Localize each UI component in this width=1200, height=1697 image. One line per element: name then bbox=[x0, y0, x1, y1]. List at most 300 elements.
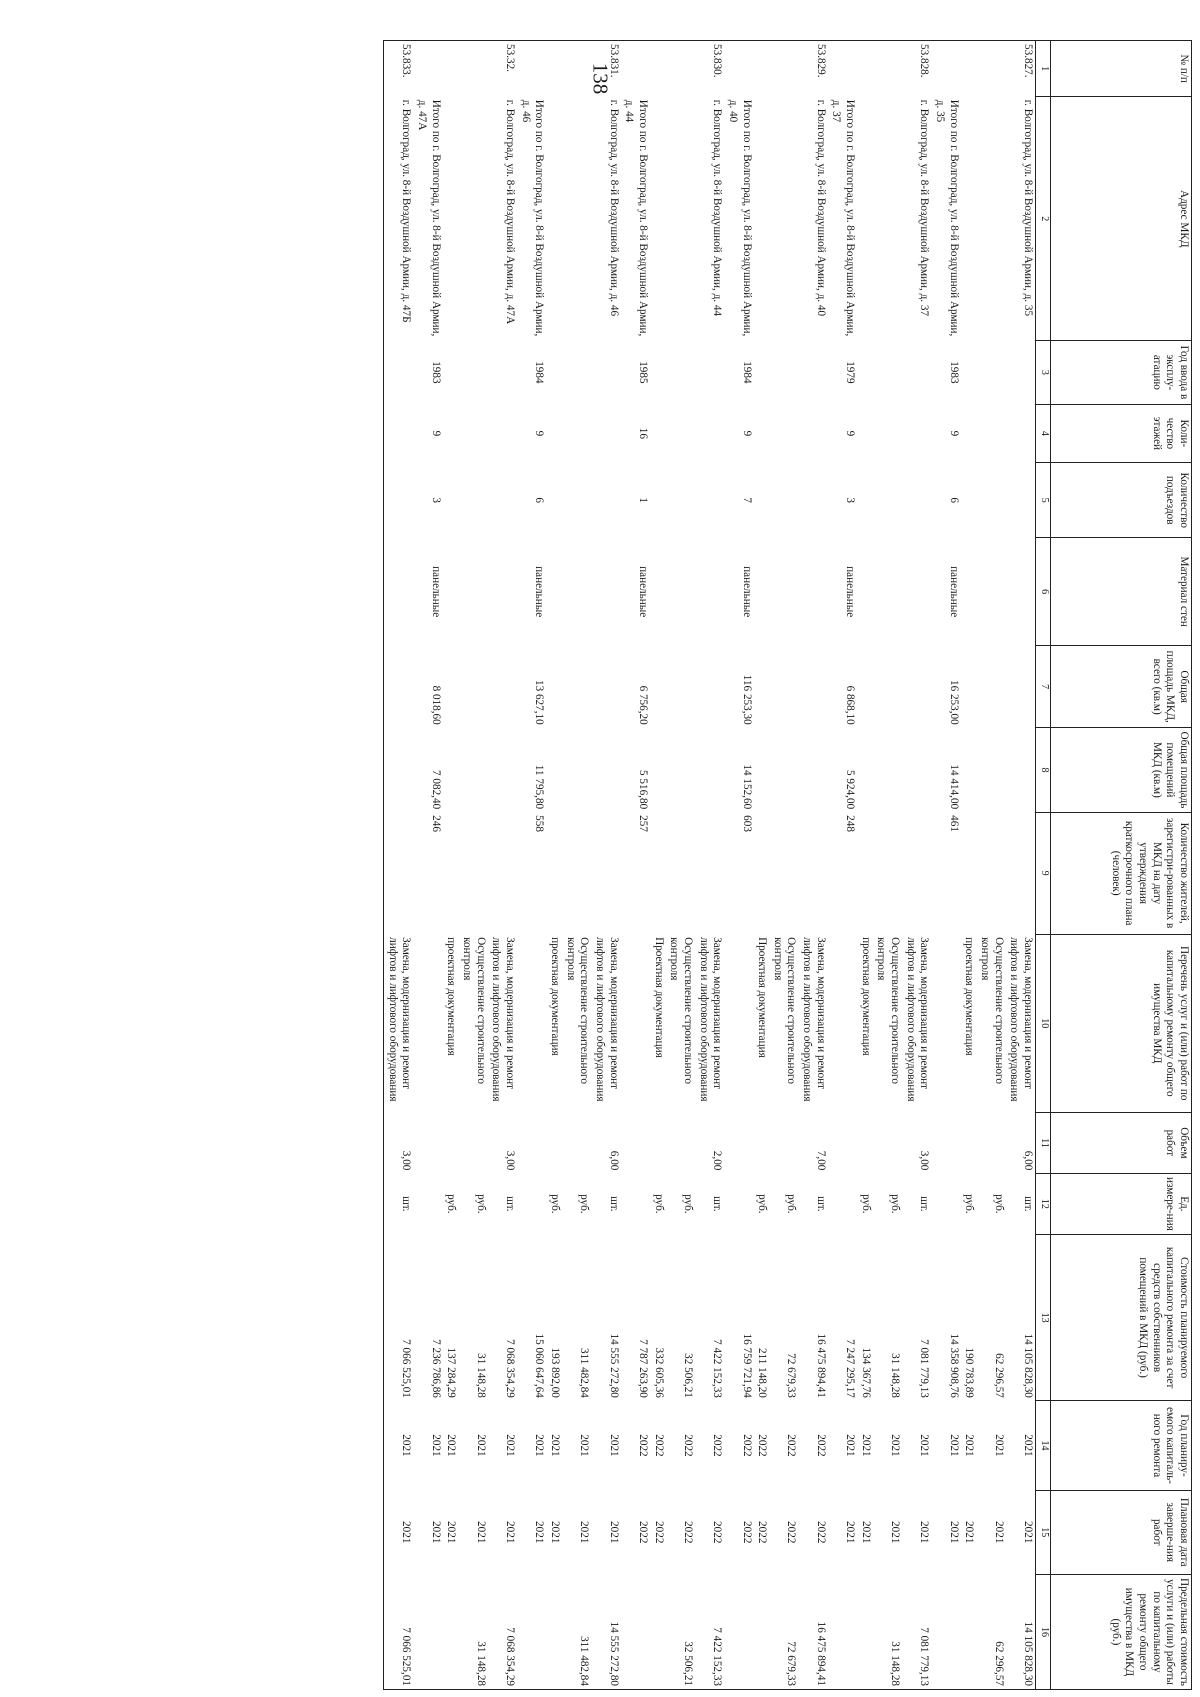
premises-area-cell bbox=[769, 728, 798, 812]
year-built-cell bbox=[443, 341, 459, 404]
unit-cell: руб. bbox=[652, 1194, 665, 1214]
premises-area-cell bbox=[650, 728, 666, 812]
subtotal-row bbox=[724, 41, 753, 1690]
year-built-cell bbox=[873, 341, 902, 404]
total-area-cell bbox=[902, 646, 931, 728]
total-area-cell bbox=[754, 646, 770, 728]
residents-cell: 558 bbox=[533, 815, 546, 832]
cost-cell: 72 679,33 bbox=[785, 1353, 798, 1398]
table-body bbox=[384, 41, 1036, 1690]
cost-cell: 137 284,29 bbox=[445, 1347, 458, 1398]
page-number: 138 bbox=[588, 62, 613, 95]
rotated-table-sheet bbox=[92, 40, 1192, 1690]
column-number: 8 bbox=[1036, 728, 1051, 812]
column-number: 13 bbox=[1036, 1234, 1051, 1401]
residents-cell bbox=[458, 812, 487, 934]
row-number bbox=[828, 41, 857, 97]
wall-material-cell: панельные bbox=[740, 566, 753, 618]
subtotal-row bbox=[413, 41, 442, 1690]
total-area-cell: 6 868,10 bbox=[844, 685, 857, 725]
wall-material-cell bbox=[769, 538, 798, 646]
residents-cell bbox=[799, 812, 828, 934]
repair-year-cell: 2021 bbox=[859, 1434, 872, 1457]
column-number: 10 bbox=[1036, 934, 1051, 1112]
header-cell: Коли-чество этажей bbox=[1051, 404, 1192, 463]
max-cost-cell bbox=[413, 1574, 442, 1689]
cost-cell: 7 066 525,01 bbox=[384, 1234, 414, 1401]
work-type-cell: Осуществление строительного контроля bbox=[875, 937, 902, 1084]
floors-cell bbox=[1006, 404, 1036, 463]
volume-cell bbox=[857, 1112, 873, 1173]
total-area-cell bbox=[443, 646, 459, 728]
residents-cell bbox=[562, 812, 591, 934]
residents-cell bbox=[769, 812, 798, 934]
volume-cell: 7,00 bbox=[814, 1150, 827, 1171]
cost-cell: 211 148,20 bbox=[756, 1347, 769, 1398]
year-built-cell bbox=[961, 341, 977, 404]
table-row bbox=[488, 41, 517, 1690]
address-cell bbox=[754, 97, 770, 341]
cost-cell: 332 605,36 bbox=[652, 1347, 665, 1398]
entrances-cell bbox=[591, 463, 620, 538]
max-cost-cell: 62 296,57 bbox=[976, 1574, 1005, 1689]
wall-material-cell bbox=[562, 538, 591, 646]
entrances-cell: 6 bbox=[947, 497, 960, 503]
premises-area-cell bbox=[1006, 728, 1036, 812]
entrances-cell: 3 bbox=[429, 497, 442, 503]
year-built-cell bbox=[695, 341, 724, 404]
wall-material-cell bbox=[591, 538, 620, 646]
header-cell: № п/п bbox=[1051, 41, 1192, 97]
entrances-cell bbox=[873, 463, 902, 538]
entrances-cell bbox=[857, 463, 873, 538]
row-number bbox=[517, 41, 546, 97]
floors-cell bbox=[443, 404, 459, 463]
header-cell: Предельная стоимость услуги и (или) работы по капитальному ремонту общего имущества в МКД (руб.) bbox=[1051, 1574, 1192, 1689]
row-number bbox=[666, 41, 695, 97]
volume-cell: 3,00 bbox=[918, 1150, 931, 1171]
row-number bbox=[769, 41, 798, 97]
work-type-cell bbox=[621, 934, 650, 1112]
completion-date-cell: 2021 bbox=[474, 1521, 487, 1544]
floors-cell: 9 bbox=[740, 430, 753, 437]
residents-cell: 257 bbox=[636, 815, 649, 832]
max-cost-cell bbox=[443, 1574, 459, 1689]
row-number: 53.828. bbox=[902, 41, 931, 97]
wall-material-cell: панельные bbox=[636, 566, 649, 618]
volume-cell bbox=[873, 1112, 902, 1173]
row-number bbox=[443, 41, 459, 97]
address-cell: г. Волгоград, ул. 8-й Воздушной Армии, д. 47Б bbox=[384, 97, 414, 341]
cost-cell: 32 506,21 bbox=[681, 1353, 694, 1398]
total-area-cell bbox=[1006, 646, 1036, 728]
completion-date-cell: 2021 bbox=[844, 1521, 857, 1544]
unit-cell: руб. bbox=[474, 1194, 487, 1214]
floors-cell bbox=[769, 404, 798, 463]
unit-cell: руб. bbox=[889, 1194, 902, 1214]
subtotal-row bbox=[931, 41, 960, 1690]
entrances-cell: 3 bbox=[844, 497, 857, 503]
completion-date-cell: 2021 bbox=[533, 1521, 546, 1544]
year-built-cell bbox=[976, 341, 1005, 404]
cost-cell: 7 236 786,86 bbox=[429, 1339, 442, 1398]
total-area-cell: 16 253,00 bbox=[947, 679, 960, 725]
residents-cell bbox=[650, 812, 666, 934]
entrances-cell bbox=[1006, 463, 1036, 538]
max-cost-cell: 32 506,21 bbox=[666, 1574, 695, 1689]
residents-cell: 246 bbox=[429, 815, 442, 832]
unit-cell: руб. bbox=[785, 1194, 798, 1214]
wall-material-cell: панельные bbox=[947, 566, 960, 618]
table-row bbox=[546, 41, 562, 1690]
year-built-cell bbox=[458, 341, 487, 404]
entrances-cell: 1 bbox=[636, 497, 649, 503]
premises-area-cell: 11 795,80 bbox=[533, 764, 546, 810]
completion-date-cell: 2021 bbox=[549, 1521, 561, 1544]
year-built-cell: 1984 bbox=[740, 361, 753, 384]
address-cell bbox=[650, 97, 666, 341]
address-cell: Итого по г. Волгоград, ул. 8-й Воздушной Армии, д. 40 bbox=[726, 99, 753, 337]
unit-cell bbox=[413, 1173, 442, 1234]
completion-date-cell: 2021 bbox=[947, 1521, 960, 1544]
max-cost-cell bbox=[857, 1574, 873, 1689]
floors-cell bbox=[562, 404, 591, 463]
cost-cell: 31 148,28 bbox=[474, 1353, 487, 1398]
volume-cell bbox=[458, 1112, 487, 1173]
max-cost-cell: 31 148,28 bbox=[873, 1574, 902, 1689]
subtotal-row bbox=[828, 41, 857, 1690]
unit-cell: руб. bbox=[992, 1194, 1005, 1214]
max-cost-cell bbox=[546, 1574, 562, 1689]
completion-date-cell: 2022 bbox=[756, 1521, 769, 1544]
column-number: 5 bbox=[1036, 463, 1051, 538]
wall-material-cell: панельные bbox=[844, 566, 857, 618]
row-number bbox=[976, 41, 1005, 97]
year-built-cell: 1979 bbox=[844, 361, 857, 384]
total-area-cell bbox=[384, 646, 414, 728]
volume-cell: 6,00 bbox=[607, 1150, 620, 1171]
entrances-cell bbox=[961, 463, 977, 538]
row-number: 53.827. bbox=[1006, 41, 1036, 97]
cost-cell: 16 475 894,41 bbox=[814, 1333, 827, 1398]
floors-cell bbox=[976, 404, 1005, 463]
floors-cell: 16 bbox=[636, 427, 649, 439]
max-cost-cell bbox=[754, 1574, 770, 1689]
wall-material-cell bbox=[873, 538, 902, 646]
year-built-cell bbox=[591, 341, 620, 404]
cost-cell: 14 358 908,76 bbox=[947, 1333, 960, 1398]
wall-material-cell bbox=[799, 538, 828, 646]
floors-cell bbox=[961, 404, 977, 463]
column-number: 7 bbox=[1036, 646, 1051, 728]
repair-year-cell: 2022 bbox=[740, 1434, 753, 1457]
volume-cell bbox=[961, 1112, 977, 1173]
max-cost-cell: 16 475 894,41 bbox=[799, 1574, 828, 1689]
total-area-cell: 6 756,20 bbox=[636, 685, 649, 725]
header-cell: Год ввода в эксплу-атацию bbox=[1051, 341, 1192, 404]
premises-area-cell bbox=[695, 728, 724, 812]
row-number bbox=[458, 41, 487, 97]
max-cost-cell bbox=[828, 1574, 857, 1689]
year-built-cell bbox=[488, 341, 517, 404]
row-number: 53.32. bbox=[488, 41, 517, 97]
premises-area-cell bbox=[458, 728, 487, 812]
address-cell: Итого по г. Волгоград, ул. 8-й Воздушной Армии, д. 44 bbox=[623, 99, 649, 337]
work-type-cell: Замена, модернизация и ремонт лифтов и лифтового оборудования bbox=[490, 937, 517, 1102]
completion-date-cell: 2022 bbox=[740, 1521, 753, 1544]
premises-area-cell bbox=[902, 728, 931, 812]
completion-date-cell: 2021 bbox=[504, 1521, 517, 1544]
repair-year-cell: 2022 bbox=[814, 1434, 827, 1457]
table-header bbox=[1036, 41, 1192, 1690]
cost-cell: 14 105 828,30 bbox=[1022, 1333, 1034, 1398]
address-cell bbox=[562, 97, 591, 341]
address-cell: Итого по г. Волгоград, ул. 8-й Воздушной Армии, д. 35 bbox=[934, 99, 960, 337]
max-cost-cell bbox=[621, 1574, 650, 1689]
year-built-cell bbox=[857, 341, 873, 404]
repair-year-cell: 2021 bbox=[384, 1401, 414, 1490]
completion-date-cell: 2022 bbox=[785, 1521, 798, 1544]
unit-cell: шт. bbox=[711, 1196, 724, 1212]
cost-cell: 134 367,76 bbox=[859, 1347, 872, 1398]
max-cost-cell bbox=[724, 1574, 753, 1689]
table-row bbox=[769, 41, 798, 1690]
year-built-cell bbox=[562, 341, 591, 404]
premises-area-cell bbox=[443, 728, 459, 812]
year-built-cell bbox=[902, 341, 931, 404]
address-cell bbox=[873, 97, 902, 341]
max-cost-cell: 72 679,33 bbox=[769, 1574, 798, 1689]
total-area-cell bbox=[650, 646, 666, 728]
volume-cell bbox=[976, 1112, 1005, 1173]
unit-cell: шт. bbox=[1022, 1196, 1034, 1212]
header-cell: Общая площадь помещений МКД (кв.м) bbox=[1051, 728, 1192, 812]
work-type-cell bbox=[517, 934, 546, 1112]
row-number bbox=[413, 41, 442, 97]
volume-cell bbox=[650, 1112, 666, 1173]
wall-material-cell bbox=[458, 538, 487, 646]
work-type-cell: Осуществление строительного контроля bbox=[979, 937, 1005, 1084]
address-cell bbox=[961, 97, 977, 341]
cost-cell: 7 068 354,29 bbox=[504, 1339, 517, 1398]
year-built-cell: 1983 bbox=[947, 361, 960, 384]
wall-material-cell bbox=[546, 538, 562, 646]
volume-cell bbox=[413, 1112, 442, 1173]
wall-material-cell bbox=[443, 538, 459, 646]
volume-cell: 2,00 bbox=[711, 1150, 724, 1171]
residents-cell bbox=[666, 812, 695, 934]
max-cost-cell bbox=[931, 1574, 960, 1689]
floors-cell bbox=[902, 404, 931, 463]
subtotal-row bbox=[517, 41, 546, 1690]
premises-area-cell bbox=[384, 728, 414, 812]
volume-cell: 3,00 bbox=[384, 1112, 414, 1173]
entrances-cell bbox=[650, 463, 666, 538]
header-cell: Плановая дата заверше-ния работ bbox=[1051, 1490, 1192, 1574]
table-row bbox=[666, 41, 695, 1690]
table-row bbox=[799, 41, 828, 1690]
wall-material-cell bbox=[488, 538, 517, 646]
completion-date-cell: 2021 bbox=[963, 1521, 976, 1544]
header-cell: Год планиру-емого капиталь-ного ремонта bbox=[1051, 1401, 1192, 1490]
header-row bbox=[1051, 41, 1192, 1690]
entrances-cell: 6 bbox=[533, 497, 546, 503]
year-built-cell bbox=[546, 341, 562, 404]
wall-material-cell bbox=[961, 538, 977, 646]
year-built-cell bbox=[384, 341, 414, 404]
address-cell: Итого по г. Волгоград, ул. 8-й Воздушной Армии, д. 37 bbox=[830, 99, 857, 337]
max-cost-cell: 7 081 779,13 bbox=[902, 1574, 931, 1689]
column-number: 12 bbox=[1036, 1173, 1051, 1234]
residents-cell bbox=[961, 812, 977, 934]
entrances-cell bbox=[458, 463, 487, 538]
total-area-cell bbox=[961, 646, 977, 728]
column-number: 16 bbox=[1036, 1574, 1051, 1689]
entrances-cell bbox=[443, 463, 459, 538]
address-cell: Итого по г. Волгоград, ул. 8-й Воздушной Армии, д. 47А bbox=[416, 99, 442, 337]
repair-year-cell: 2021 bbox=[549, 1434, 561, 1457]
subtotal-row bbox=[621, 41, 650, 1690]
premises-area-cell bbox=[591, 728, 620, 812]
year-built-cell bbox=[650, 341, 666, 404]
work-type-cell: Замена, модернизация и ремонт лифтов и лифтового оборудования bbox=[904, 937, 931, 1102]
volume-cell bbox=[828, 1112, 857, 1173]
floors-cell bbox=[754, 404, 770, 463]
premises-area-cell bbox=[754, 728, 770, 812]
year-built-cell bbox=[1006, 341, 1036, 404]
row-number bbox=[650, 41, 666, 97]
unit-cell bbox=[517, 1173, 546, 1234]
premises-area-cell: 14 414,00 bbox=[947, 764, 960, 810]
floors-cell bbox=[488, 404, 517, 463]
header-cell: Адрес МКД bbox=[1051, 97, 1192, 341]
floors-cell: 9 bbox=[844, 430, 857, 437]
total-area-cell bbox=[976, 646, 1005, 728]
address-cell bbox=[769, 97, 798, 341]
repair-year-cell: 2021 bbox=[963, 1434, 976, 1457]
completion-date-cell: 2021 bbox=[445, 1521, 458, 1544]
total-area-cell bbox=[857, 646, 873, 728]
address-cell: г. Волгоград, ул. 8-й Воздушной Армии, д. 44 bbox=[711, 99, 724, 317]
repair-year-cell: 2021 bbox=[607, 1434, 620, 1457]
work-type-cell: Замена, модернизация и ремонт лифтов и лифтового оборудования bbox=[593, 937, 620, 1102]
wall-material-cell bbox=[650, 538, 666, 646]
work-type-cell bbox=[828, 934, 857, 1112]
max-cost-cell bbox=[961, 1574, 977, 1689]
table-row bbox=[1006, 41, 1036, 1690]
residents-cell bbox=[976, 812, 1005, 934]
repair-year-cell: 2021 bbox=[918, 1434, 931, 1457]
total-area-cell bbox=[695, 646, 724, 728]
address-cell bbox=[443, 97, 459, 341]
total-area-cell bbox=[873, 646, 902, 728]
total-area-cell: 116 253,30 bbox=[740, 674, 753, 725]
row-number bbox=[546, 41, 562, 97]
entrances-cell bbox=[546, 463, 562, 538]
floors-cell: 9 bbox=[429, 430, 442, 437]
wall-material-cell: панельные bbox=[533, 566, 546, 618]
completion-date-cell: 2022 bbox=[636, 1521, 649, 1544]
header-cell: Стоимость планируемого капитального ремонта за счет средств собственников помещений в МКД (руб.) bbox=[1051, 1234, 1192, 1401]
address-cell: г. Волгоград, ул. 8-й Воздушной Армии, д. 40 bbox=[814, 99, 827, 317]
max-cost-cell: 311 482,84 bbox=[562, 1574, 591, 1689]
entrances-cell bbox=[799, 463, 828, 538]
table-row bbox=[458, 41, 487, 1690]
work-type-cell: проектная документация bbox=[859, 937, 872, 1056]
unit-cell: руб. bbox=[859, 1194, 872, 1214]
entrances-cell: 7 bbox=[740, 497, 753, 503]
floors-cell: 9 bbox=[947, 430, 960, 437]
row-number bbox=[931, 41, 960, 97]
repair-year-cell: 2021 bbox=[533, 1434, 546, 1457]
max-cost-cell bbox=[650, 1574, 666, 1689]
unit-cell: руб. bbox=[963, 1194, 976, 1214]
column-number: 14 bbox=[1036, 1401, 1051, 1490]
wall-material-cell bbox=[384, 538, 414, 646]
floors-cell bbox=[591, 404, 620, 463]
header-cell: Общая площадь МКД, всего (кв.м) bbox=[1051, 646, 1192, 728]
unit-cell: руб. bbox=[681, 1194, 694, 1214]
premises-area-cell bbox=[873, 728, 902, 812]
total-area-cell bbox=[799, 646, 828, 728]
wall-material-cell bbox=[754, 538, 770, 646]
premises-area-cell: 5 924,00 bbox=[844, 770, 857, 810]
cost-cell: 7 081 779,13 bbox=[918, 1339, 931, 1398]
table-row bbox=[384, 41, 414, 1690]
column-number: 15 bbox=[1036, 1490, 1051, 1574]
volume-cell bbox=[769, 1112, 798, 1173]
cost-cell: 7 422 152,33 bbox=[711, 1339, 724, 1398]
entrances-cell bbox=[769, 463, 798, 538]
address-cell bbox=[666, 97, 695, 341]
repair-year-cell: 2021 bbox=[474, 1434, 487, 1457]
total-area-cell bbox=[562, 646, 591, 728]
cost-cell: 15 060 647,64 bbox=[533, 1333, 546, 1398]
header-cell: Количество жителей, зарегистри-рованных в МКД на дату утверждения краткосрочного плана (человек) bbox=[1051, 812, 1192, 934]
work-type-cell: Осуществление строительного контроля bbox=[771, 937, 798, 1084]
volume-cell bbox=[517, 1112, 546, 1173]
max-cost-cell bbox=[517, 1574, 546, 1689]
repair-year-cell: 2021 bbox=[445, 1434, 458, 1457]
table-row bbox=[443, 41, 459, 1690]
floors-cell bbox=[666, 404, 695, 463]
volume-cell bbox=[546, 1112, 562, 1173]
wall-material-cell: панельные bbox=[429, 566, 442, 618]
premises-area-cell bbox=[562, 728, 591, 812]
row-number bbox=[873, 41, 902, 97]
residents-cell bbox=[902, 812, 931, 934]
wall-material-cell bbox=[976, 538, 1005, 646]
unit-cell: руб. bbox=[549, 1194, 561, 1214]
residents-cell: 461 bbox=[947, 815, 960, 832]
year-built-cell: 1985 bbox=[636, 361, 649, 384]
floors-cell bbox=[546, 404, 562, 463]
row-number bbox=[621, 41, 650, 97]
work-type-cell bbox=[413, 934, 442, 1112]
address-cell: г. Волгоград, ул. 8-й Воздушной Армии, д. 35 bbox=[1022, 99, 1034, 317]
entrances-cell bbox=[384, 463, 414, 538]
residents-cell bbox=[695, 812, 724, 934]
residents-cell: 248 bbox=[844, 815, 857, 832]
header-cell: Материал стен bbox=[1051, 538, 1192, 646]
repair-year-cell: 2022 bbox=[652, 1434, 665, 1457]
residents-cell bbox=[488, 812, 517, 934]
premises-area-cell bbox=[666, 728, 695, 812]
table-row bbox=[961, 41, 977, 1690]
table-row bbox=[650, 41, 666, 1690]
column-number: 11 bbox=[1036, 1112, 1051, 1173]
row-number: 53.830. bbox=[695, 41, 724, 97]
